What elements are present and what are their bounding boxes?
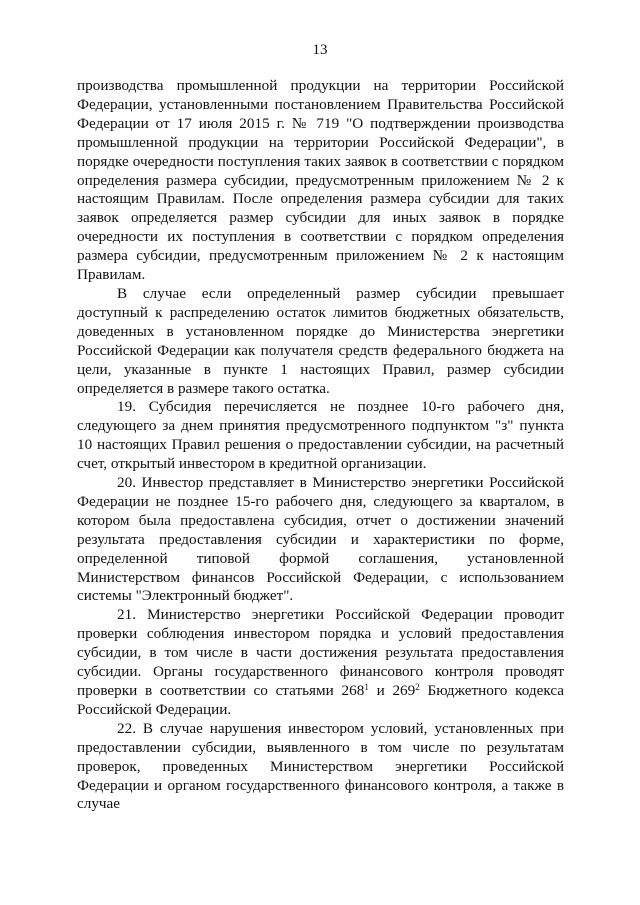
paragraph-clause-20: 20. Инвестор представляет в Министерство энергетики Российской Федерации не позднее 15-го рабочего дня, следующего за кварталом, в котором была предоставлена субсидия, отчет о достижении значений результата предоставления субсидии и характеристики по форме, определенной типовой формой соглашения, установленной Министерством финансов Российской Федерации, с использованием системы "Электронный бюджет". — [77, 474, 564, 605]
paragraph-clause-21 — [77, 606, 564, 719]
paragraph-clause-19: 19. Субсидия перечисляется не позднее 10-го рабочего дня, следующего за днем принятия предусмотренного подпунктом "з" пункта 10 настоящих Правил решения о предоставлении субсидии, на расчетный счет, открытый инвестором в кредитной организации. — [77, 398, 564, 473]
clause-21-text-part: и 269 — [368, 682, 416, 699]
document-body — [77, 77, 564, 814]
paragraph-clause-22: 22. В случае нарушения инвестором условий, установленных при предоставлении субсидии, выявленного в том числе по результатам проверок, проведенных Министерством энергетики Российской Федерации и органом государственного финансового контроля, а также в случае — [77, 719, 564, 813]
page-number: 13 — [312, 42, 328, 58]
article-superscript: 1 — [364, 682, 369, 692]
article-superscript: 2 — [415, 682, 420, 692]
clause-21-text-part: 21. Министерство энергетики Российской Федерации проводит проверки соблюдения инвестором порядка и условий предоставления субсидии, в том числе в части достижения результата предоставления субсидии. Органы государственного финансового контроля проводят проверки в соответствии со статьями 268 — [77, 606, 564, 699]
paragraph-subsidy-limit: В случае если определенный размер субсидии превышает доступный к распределению остаток лимитов бюджетных обязательств, доведенных в установленном порядке до Министерства энергетики Российской Федерации как получателя средств федерального бюджета на цели, указанные в пункте 1 настоящих Правил, размер субсидии определяется в размере такого остатка. — [77, 284, 564, 397]
paragraph-continuation: производства промышленной продукции на территории Российской Федерации, установленными постановлением Правительства Российской Федерации от 17 июля 2015 г. № 719 "О подтверждении производства промышленной продукции на территории Российской Федерации", в порядке очередности поступления таких заявок в соответствии с порядком определения размера субсидии, предусмотренным приложением № 2 к настоящим Правилам. После определения размера субсидии для таких заявок определяется размер субсидии для иных заявок в порядке очередности их поступления в соответствии с порядком определения размера субсидии, предусмотренным приложением № 2 к настоящим Правилам. — [77, 77, 564, 284]
clause-21-text-part: Бюджетного кодекса Российской Федерации. — [77, 682, 564, 718]
